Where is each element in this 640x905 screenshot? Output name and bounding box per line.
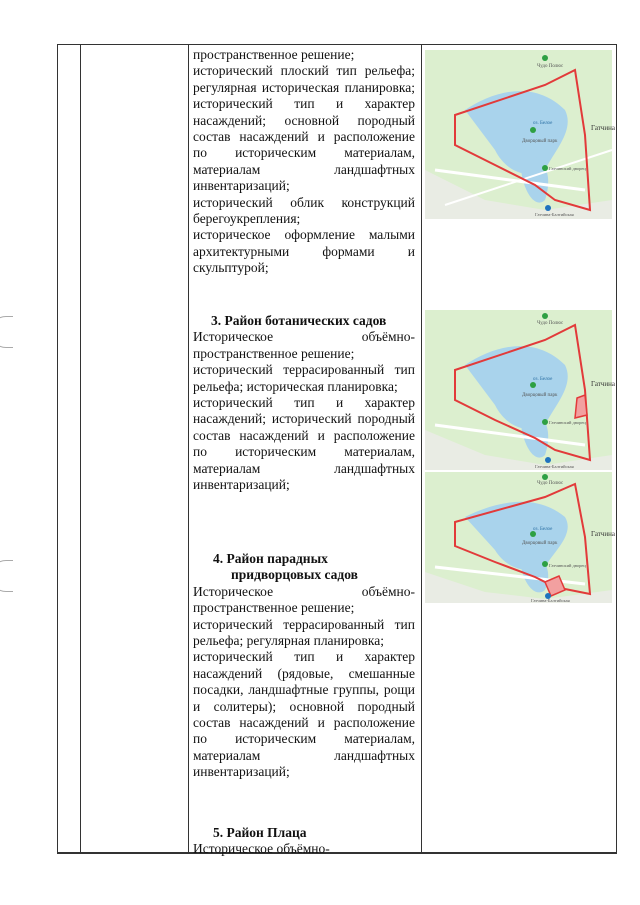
section-heading: 5. Район Плаца [213, 825, 307, 840]
svg-text:Гатчина-Балтийская: Гатчина-Балтийская [535, 464, 574, 469]
svg-text:Гатчина: Гатчина [591, 124, 615, 132]
section-heading: 4. Район парадных [213, 551, 328, 566]
paragraph: исторический террасированный тип рельефа; историческая планировка; [193, 362, 415, 394]
svg-text:Дворцовый парк: Дворцовый парк [522, 139, 558, 144]
svg-text:Гатчинский дворец: Гатчинский дворец [549, 420, 586, 425]
map-image-2 [425, 310, 615, 470]
svg-text:Дворцовый парк: Дворцовый парк [522, 393, 558, 398]
section-5 [193, 825, 415, 858]
map-image-3 [425, 472, 615, 603]
text-block-1 [193, 47, 415, 277]
paragraph: исторический плоский тип рельефа; регулярная историческая планировка; исторический тип и характер насаждений; основной породный состав насаждений и расположение по историческим материалам, материалам ландшафтных инвентаризаций; [193, 63, 415, 194]
map-image-1 [425, 50, 615, 219]
table-column-divider [421, 45, 422, 853]
paragraph: историческое оформление малыми архитектурными формами и скульптурой; [193, 227, 415, 276]
svg-text:оз. Белое: оз. Белое [533, 527, 553, 532]
paragraph: Историческое объёмно-пространственное решение; [193, 329, 415, 361]
table-column-divider [188, 45, 189, 853]
paragraph: Историческое объёмно- [193, 841, 330, 857]
paragraph: исторический облик конструкций берегоукрепления; [193, 194, 415, 227]
svg-text:Чудо Полюс: Чудо Полюс [537, 481, 564, 486]
svg-text:Гатчина: Гатчина [591, 530, 615, 538]
svg-text:Гатчинский дворец: Гатчинский дворец [549, 166, 586, 171]
svg-text:Гатчина-Балтийская: Гатчина-Балтийская [535, 212, 574, 217]
paragraph: исторический тип и характер насаждений; исторический породный состав насаждений и расположение по историческим материалам, материалам ландшафтных инвентаризаций; [193, 395, 415, 493]
paragraph: исторический террасированный тип рельефа; регулярная планировка; [193, 616, 415, 649]
svg-text:Дворцовый парк: Дворцовый парк [522, 541, 558, 546]
table-column-divider [80, 45, 81, 853]
section-3 [193, 313, 415, 493]
section-heading: 3. Район ботанических садов [211, 313, 387, 328]
svg-text:оз. Белое: оз. Белое [533, 121, 553, 126]
paragraph: исторический тип и характер насаждений (рядовые, смешанные посадки, ландшафтные группы, рощи и солитеры); основной породный состав насаждений и расположение по историческим материалам, материалам ландшафтных инвентаризаций; [193, 649, 415, 780]
svg-text:Гатчина: Гатчина [591, 380, 615, 388]
svg-text:оз. Белое: оз. Белое [533, 377, 553, 382]
svg-text:Гатчинский дворец: Гатчинский дворец [549, 563, 586, 568]
section-heading-cont: придворцовых садов [231, 567, 358, 583]
paragraph: Историческое объёмно-пространственное решение; [193, 583, 415, 616]
svg-text:Чудо Полюс: Чудо Полюс [537, 321, 564, 326]
svg-text:Чудо Полюс: Чудо Полюс [537, 64, 564, 69]
punch-hole-mark [0, 316, 13, 348]
paragraph: пространственное решение; [193, 47, 355, 62]
section-4 [193, 551, 415, 781]
svg-text:Гатчина-Балтийская: Гатчина-Балтийская [531, 598, 570, 603]
punch-hole-mark [0, 560, 13, 592]
